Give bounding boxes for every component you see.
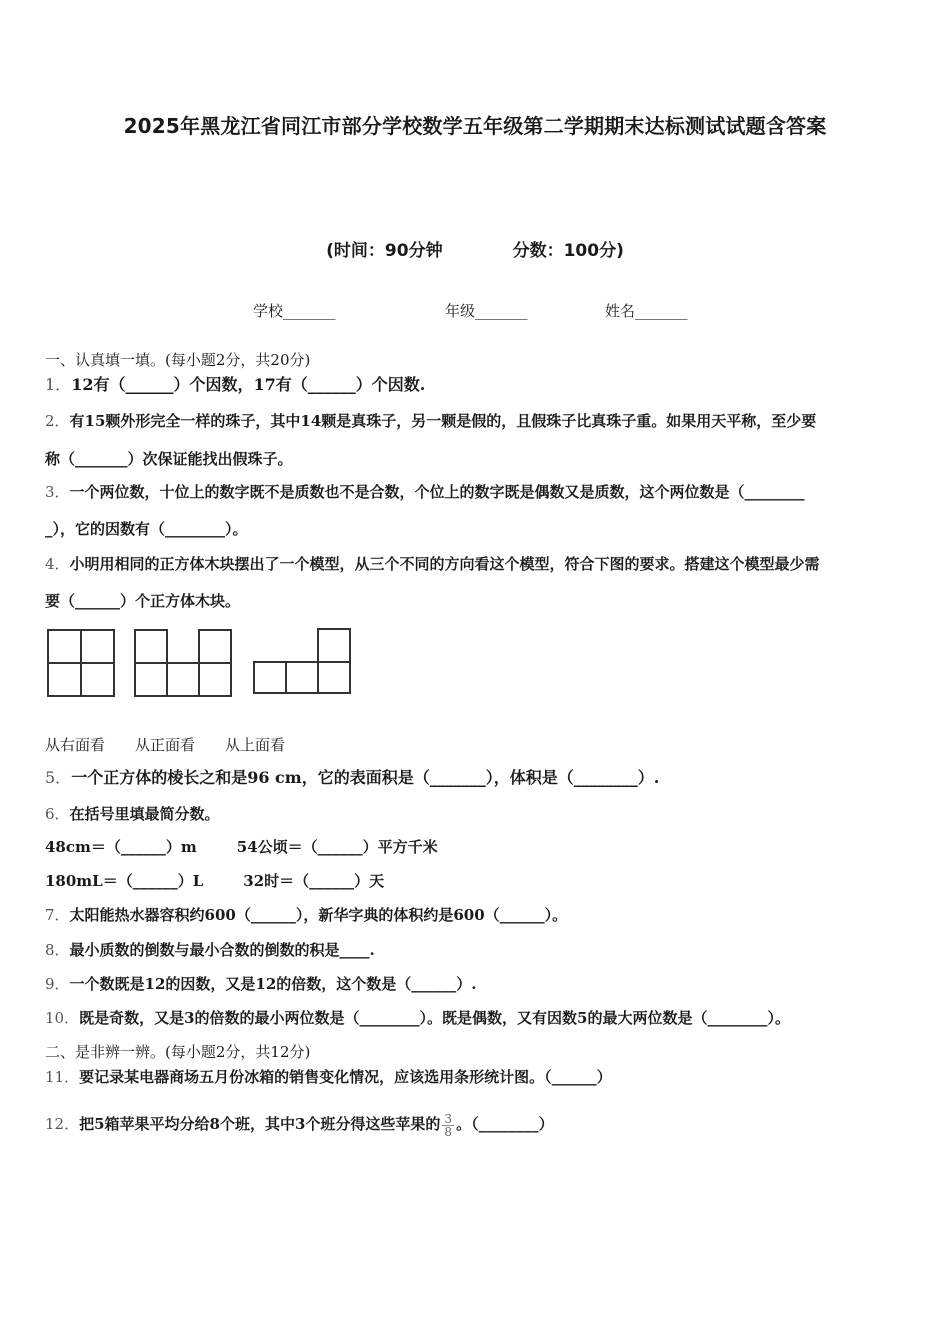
question-number: 7． (45, 906, 70, 924)
fraction-denominator: 8 (444, 1124, 453, 1139)
top-view-label: 从上面看 (225, 736, 286, 754)
section-heading-2: 二、是非辨一辨。(每小题2分，共12分) (45, 1043, 311, 1061)
question-text: 既是奇数，又是3的倍数的最小两位数是（________）。既是偶数，又有因数5的最大两位数是（________）。 (79, 1009, 790, 1027)
question-9 (45, 974, 915, 994)
right-view-grid (48, 630, 114, 696)
question-3 (45, 482, 915, 502)
question-text: 一个数既是12的因数，又是12的倍数，这个数是（______）. (69, 975, 477, 993)
view-labels (45, 734, 315, 755)
exam-timing (0, 236, 950, 261)
top-view-grid (254, 629, 350, 693)
question-12 (45, 1110, 915, 1138)
question-text-end: 。（________） (456, 1115, 554, 1133)
question-number: 8． (45, 941, 70, 959)
question-6 (45, 804, 915, 824)
question-10 (45, 1008, 915, 1028)
question-text: 最小质数的倒数与最小合数的倒数的积是____. (69, 941, 375, 959)
question-2 (45, 411, 915, 431)
question-3-cont: _），它的因数有（________）。 (45, 520, 248, 538)
question-text: 把5箱苹果平均分给8个班，其中3个班分得这些苹果的 (79, 1115, 441, 1133)
q6-part-c: 180mL＝（______）L (45, 872, 204, 890)
question-7 (45, 905, 915, 925)
question-text: 一个两位数，十位上的数字既不是质数也不是合数，个位上的数字既是偶数又是质数，这个两位数是（________ (69, 483, 805, 501)
question-number: 5． (45, 768, 72, 787)
question-5 (45, 768, 915, 788)
question-11 (45, 1067, 915, 1087)
question-number: 3． (45, 483, 70, 501)
question-text: 要记录某电器商场五月份冰箱的销售变化情况，应该选用条形统计图。（______） (79, 1068, 612, 1086)
question-text: 太阳能热水器容积约600（______），新华字典的体积约是600（______）。 (69, 906, 568, 924)
q6-part-b: 54公顷＝（______）平方千米 (236, 838, 438, 856)
school-field: 学校_______ (253, 302, 336, 320)
q6-part-d: 32时＝（______）天 (243, 872, 385, 890)
question-text: 12有（______）个因数，17有（______）个因数. (71, 375, 426, 394)
right-view-label: 从右面看 (45, 736, 106, 754)
question-number: 9． (45, 975, 70, 993)
section-heading-1: 一、认真填一填。(每小题2分，共20分) (45, 351, 311, 369)
question-2-cont: 称（_______）次保证能找出假珠子。 (45, 450, 293, 468)
question-1 (45, 375, 915, 395)
question-6-row-1 (45, 837, 915, 857)
question-6-row-2 (45, 871, 915, 891)
question-number: 2． (45, 412, 70, 430)
question-number: 1． (45, 375, 72, 394)
question-number: 6． (45, 805, 70, 823)
question-4 (45, 554, 915, 574)
time-label: (时间：90分钟 (326, 241, 443, 261)
q6-part-a: 48cm＝（______）m (45, 838, 197, 856)
question-number: 11． (45, 1068, 80, 1086)
question-number: 4． (45, 555, 70, 573)
fraction-three-eighths (442, 1113, 454, 1138)
front-view-label: 从正面看 (135, 736, 196, 754)
question-4-cont: 要（______）个正方体木块。 (45, 592, 241, 610)
question-number: 12． (45, 1115, 80, 1133)
score-label: 分数：100分) (512, 241, 624, 261)
grade-field: 年级_______ (445, 302, 528, 320)
question-text: 在括号里填最简分数。 (69, 805, 220, 823)
question-text: 有15颗外形完全一样的珠子，其中14颗是真珠子，另一颗是假的，且假珠子比真珠子重。如果用天平称，至少要 (69, 412, 817, 430)
document-title: 2025年黑龙江省同江市部分学校数学五年级第二学期期末达标测试试题含答案 (123, 114, 827, 138)
front-view-grid (135, 630, 231, 696)
question-number: 10． (45, 1009, 80, 1027)
cube-views-figure (0, 622, 950, 712)
question-text: 小明用相同的正方体木块摆出了一个模型，从三个不同的方向看这个模型，符合下图的要求。搭建这个模型最少需 (69, 555, 820, 573)
question-text: 一个正方体的棱长之和是96 cm，它的表面积是（_______），体积是（________）. (71, 768, 660, 787)
question-8 (45, 940, 915, 960)
fraction-numerator: 3 (444, 1111, 453, 1126)
name-field: 姓名_______ (605, 302, 688, 320)
